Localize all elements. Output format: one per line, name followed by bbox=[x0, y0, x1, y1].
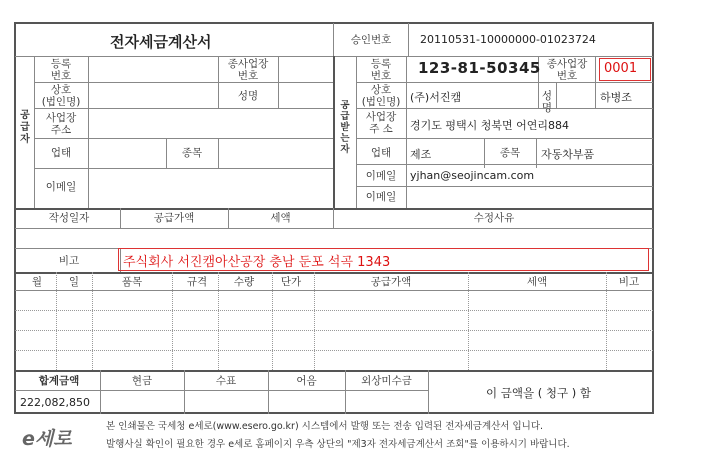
item-header-spec: 규격 bbox=[186, 276, 208, 288]
col-divider bbox=[333, 208, 334, 228]
col-divider bbox=[228, 208, 229, 228]
buyer-name: (주)서진캠 bbox=[410, 91, 462, 104]
buyer-reg-no-label: 등록 번호 bbox=[370, 58, 392, 82]
supplier-address-label: 사업장 주소 bbox=[45, 112, 77, 136]
row-divider bbox=[15, 370, 653, 372]
buyer-item: 자동차부품 bbox=[541, 148, 595, 161]
buyer-row-divider bbox=[356, 108, 653, 109]
col-divider bbox=[408, 23, 409, 56]
buyer-row-divider bbox=[356, 186, 653, 187]
credit-label: 외상미수금 bbox=[361, 375, 412, 387]
supplier-biz-type-label: 업태 bbox=[50, 147, 72, 159]
buyer-biz-type: 제조 bbox=[410, 148, 432, 161]
buyer-sub-place-no: 0001 bbox=[604, 61, 638, 76]
supplier-email-label: 이메일 bbox=[45, 181, 77, 193]
supplier-rep-label: 성명 bbox=[237, 90, 259, 102]
supplier-row-divider bbox=[34, 108, 333, 109]
total-amount-value: 222,082,850 bbox=[20, 396, 90, 409]
supplier-name-label: 상호 (법인명) bbox=[41, 84, 81, 108]
buyer-sub-place-label: 종사업장 번호 bbox=[546, 58, 588, 82]
total-amount-label: 합계금액 bbox=[38, 375, 80, 387]
row-divider bbox=[15, 272, 653, 274]
buyer-email-label: 이메일 bbox=[365, 170, 397, 182]
esero-logo: e세로 bbox=[22, 428, 72, 450]
col-divider bbox=[166, 138, 167, 168]
supply-amount-label: 공급가액 bbox=[153, 212, 195, 224]
date-label: 작성일자 bbox=[48, 212, 90, 224]
buyer-reg-no: 123-81-50345 bbox=[418, 59, 541, 77]
item-header-qty: 수량 bbox=[233, 276, 255, 288]
buyer-email2-label: 이메일 bbox=[365, 191, 397, 203]
promissory-note-label: 어음 bbox=[296, 375, 317, 387]
row-divider bbox=[15, 290, 653, 291]
buyer-item-label: 종목 bbox=[499, 147, 521, 159]
item-header-supply: 공급가액 bbox=[370, 276, 412, 288]
supplier-row-divider bbox=[34, 168, 333, 169]
item-header-product: 품목 bbox=[121, 276, 143, 288]
buyer-row-divider bbox=[356, 82, 653, 83]
cash-label: 현금 bbox=[131, 375, 153, 387]
col-divider bbox=[120, 208, 121, 228]
col-divider bbox=[556, 82, 557, 108]
supplier-row-divider bbox=[34, 138, 333, 139]
buyer-side-label: 공급받는자 bbox=[340, 100, 350, 155]
footer-notice-1: 본 인쇄물은 국세청 e세로(www.esero.go.kr) 시스템에서 발행 또는 전송 입력된 전자세금계산서 입니다. bbox=[106, 421, 544, 432]
item-header-unit-price: 단가 bbox=[280, 276, 302, 288]
check-label: 수표 bbox=[215, 375, 237, 387]
note-value: 주식회사 서진캠아산공장 충남 둔포 석곡 1343 bbox=[123, 255, 391, 270]
supplier-sub-place-label: 종사업장 번호 bbox=[227, 58, 269, 82]
item-row-divider bbox=[15, 350, 653, 351]
buyer-email: yjhan@seojincam.com bbox=[410, 169, 535, 182]
supplier-reg-no-label: 등록 번호 bbox=[50, 58, 72, 82]
item-row-divider bbox=[15, 330, 653, 331]
col-divider bbox=[333, 23, 334, 56]
supplier-item-label: 종목 bbox=[181, 147, 203, 159]
totals-divider bbox=[15, 390, 428, 391]
buyer-row-divider bbox=[356, 138, 653, 139]
tax-amount-label: 세액 bbox=[270, 212, 291, 224]
document-title: 전자세금계산서 bbox=[110, 33, 212, 51]
claim-text: 이 금액을 ( 청구 ) 함 bbox=[486, 386, 592, 400]
supplier-row-divider bbox=[34, 82, 333, 83]
item-col-divider bbox=[218, 272, 219, 370]
footer-notice-2: 발행사실 확인이 필요한 경우 e세로 홈페이지 우측 상단의 "제3자 전자세금계산서 조회"를 이용하시기 바랍니다. bbox=[106, 439, 570, 450]
col-divider bbox=[333, 56, 335, 208]
item-row-divider bbox=[15, 310, 653, 311]
col-divider bbox=[34, 56, 35, 208]
revision-reason-label: 수정사유 bbox=[473, 212, 515, 224]
row-divider bbox=[15, 228, 653, 229]
item-header-tax: 세액 bbox=[526, 276, 548, 288]
item-header-note: 비고 bbox=[618, 276, 640, 288]
item-header-month: 월 bbox=[31, 276, 43, 288]
buyer-rep-label: 성명 bbox=[541, 90, 553, 114]
item-col-divider bbox=[172, 272, 173, 370]
supplier-side-label: 공급자 bbox=[20, 110, 30, 145]
buyer-biz-type-label: 업태 bbox=[370, 147, 392, 159]
note-label: 비고 bbox=[58, 255, 80, 267]
buyer-address-label: 사업장 주 소 bbox=[365, 111, 397, 135]
row-divider bbox=[15, 208, 653, 210]
buyer-row-divider bbox=[356, 164, 653, 165]
buyer-name-label: 상호 (법인명) bbox=[361, 84, 401, 108]
approval-number: 20110531-10000000-01023724 bbox=[420, 33, 596, 46]
buyer-rep: 하병조 bbox=[600, 91, 632, 104]
col-divider bbox=[428, 370, 429, 414]
approval-label: 승인번호 bbox=[350, 34, 392, 46]
col-divider bbox=[88, 56, 89, 208]
buyer-address: 경기도 평택시 청북면 어연리884 bbox=[410, 119, 569, 132]
col-divider bbox=[218, 138, 219, 168]
item-header-day: 일 bbox=[68, 276, 80, 288]
